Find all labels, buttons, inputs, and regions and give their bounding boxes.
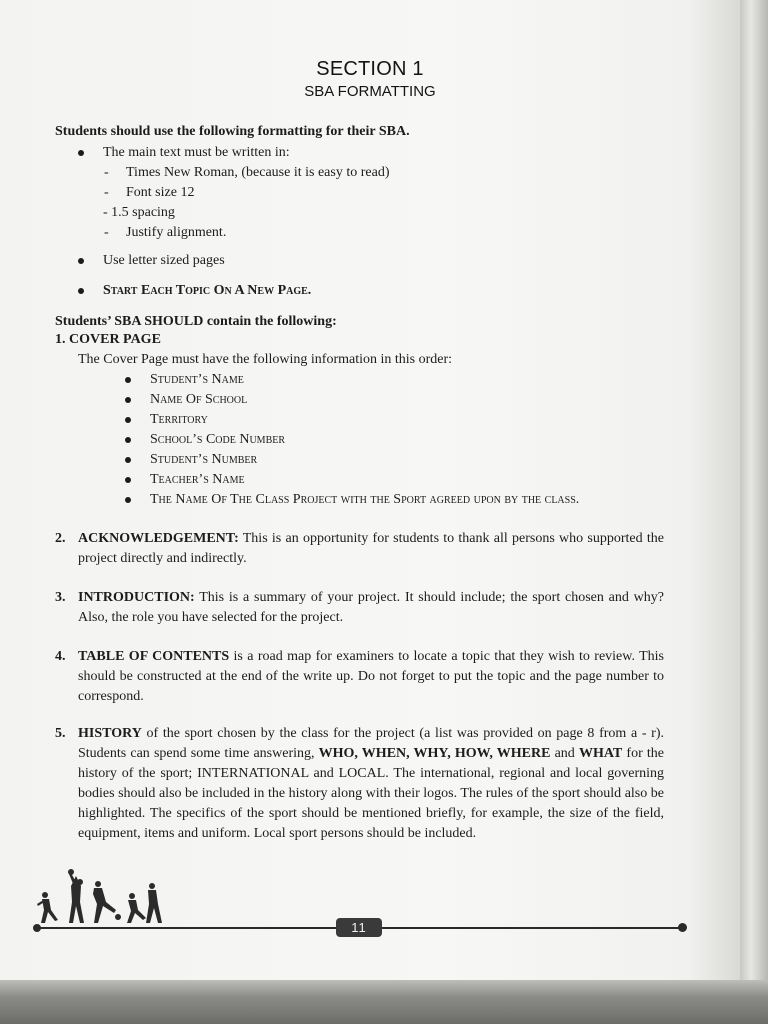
binding-edge — [740, 0, 768, 980]
sub-item-spacing: - 1.5 spacing — [103, 205, 175, 220]
sub-item-size: - Font size 12 — [126, 183, 194, 203]
item-title: HISTORY — [78, 726, 142, 741]
bullet-new-page: Start Each Topic On A New Page. — [103, 281, 311, 301]
item-text: This is a summary of your project. It should include; the sport chosen and why? Also, the role you have selected for the project. — [78, 590, 664, 625]
table-of-contents-paragraph — [78, 647, 664, 707]
sport-silhouettes-illustration — [36, 868, 168, 928]
page-number-badge: 11 — [336, 918, 382, 937]
cover-page-heading: 1. COVER PAGE — [55, 332, 161, 347]
item-text: is a road map for examiners to locate a topic that they wish to review. This should be constructed at the end of the write up. Do not forget to put the topic and the page number to correspond. — [78, 649, 664, 704]
bullet-letter-pages: Use letter sized pages — [103, 251, 225, 271]
item-text: This is an opportunity for students to thank all persons who supported the project directly and indirectly. — [78, 531, 664, 566]
item-number: 4. — [55, 649, 66, 664]
cover-item: Territory — [150, 410, 208, 430]
sub-item-font: - Times New Roman, (because it is easy to read) — [126, 163, 389, 183]
footer-rule-end-left — [33, 924, 41, 932]
bullet-main-text: The main text must be written in: — [103, 143, 290, 163]
item-title: ACKNOWLEDGEMENT: — [78, 531, 239, 546]
introduction-paragraph — [78, 588, 664, 628]
cover-page-intro: The Cover Page must have the following information in this order: — [78, 352, 453, 367]
contents-intro: Students’ SBA SHOULD contain the following: — [55, 314, 337, 329]
sub-item-alignment: - Justify alignment. — [126, 223, 226, 243]
acknowledgement-paragraph — [78, 529, 664, 569]
item-number: 5. — [55, 726, 66, 741]
item-text: and — [550, 746, 579, 761]
item-number: 2. — [55, 531, 66, 546]
cover-item: School’s Code Number — [150, 430, 285, 450]
item-text: for the history of the sport; INTERNATIONAL and LOCAL. The international, regional and local governing bodies should also be included in the history along with their logos. The rules of the sport should also be highlighted. The specifics of the sport should be mentioned briefly, for example, the size of the field, equipment, items and uniform. Local sport persons should be included. — [78, 746, 664, 841]
item-title: TABLE OF CONTENTS — [78, 649, 230, 664]
cover-item: Student’s Name — [150, 370, 244, 390]
item-text: of the sport chosen by the class for the project (a list was provided on page 8 from a - r). Students can spend some time answering, — [78, 726, 664, 761]
item-number: 3. — [55, 590, 66, 605]
cover-item: Name Of School — [150, 390, 247, 410]
section-title: SECTION 1 — [316, 58, 424, 80]
item-title: INTRODUCTION: — [78, 590, 195, 605]
cover-item: The Name Of The Class Project with the Sport agreed upon by the class. — [150, 490, 579, 510]
history-paragraph — [78, 724, 664, 844]
item-bold-what: WHAT — [578, 746, 623, 761]
cover-item: Teacher’s Name — [150, 470, 245, 490]
page-bottom-shadow — [0, 980, 768, 1024]
cover-item: Student’s Number — [150, 450, 257, 470]
footer-rule-end-right — [678, 923, 687, 932]
formatting-intro: Students should use the following formatting for their SBA. — [55, 124, 410, 139]
section-subtitle: SBA FORMATTING — [304, 83, 436, 100]
item-bold-questions: WHO, WHEN, WHY, HOW, WHERE — [318, 746, 551, 761]
